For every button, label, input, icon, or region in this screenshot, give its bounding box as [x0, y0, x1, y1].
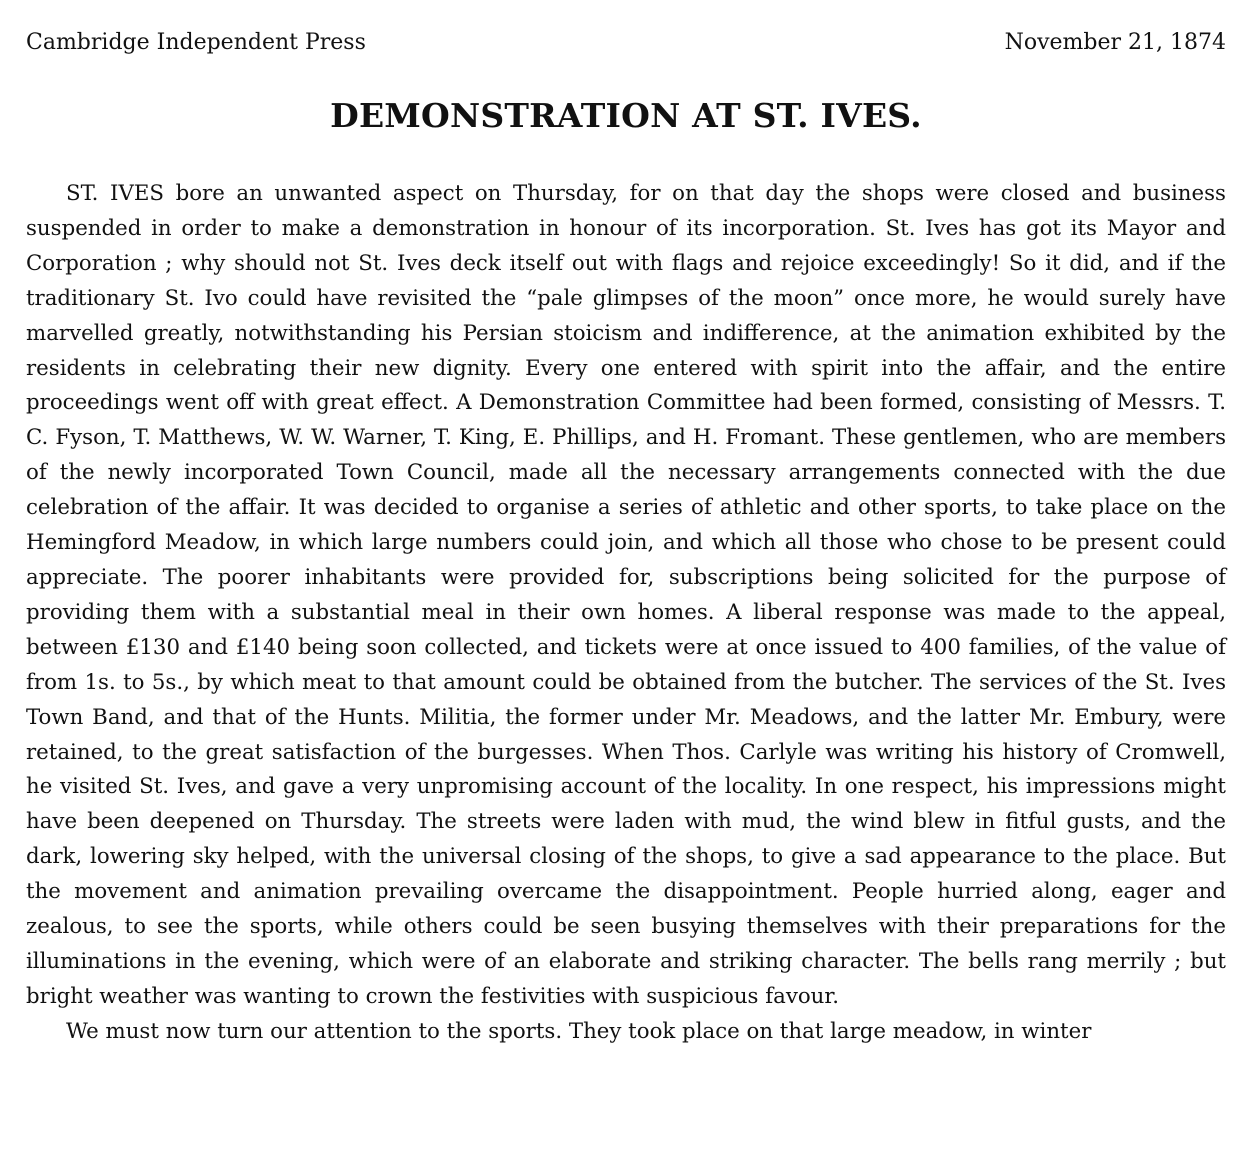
- article-body: [26, 177, 1226, 1050]
- article-headline: DEMONSTRATION AT ST. IVES.: [330, 96, 922, 135]
- publication-name: Cambridge Independent Press: [26, 30, 366, 55]
- masthead: [26, 28, 1226, 58]
- lead-in: ST. IVES: [66, 181, 164, 206]
- paragraph-1: [26, 177, 1226, 1015]
- publication-date: November 21, 1874: [1004, 30, 1226, 55]
- paragraph-1-text: bore an unwanted aspect on Thursday, for on that day the shops were closed and business suspended in order to make a demonstration in honour of its incorporation. St. Ives has got its Mayor and Corporation ; why should not St. Ives deck itself out with flags and rejoice exceedingly! So it did, and if the traditionary St. Ivo could have revisited the “pale glimpses of the moon” once more, he would surely have marvelled greatly, notwithstanding his Persian stoicism and indifference, at the animation exhibited by the residents in celebrating their new dignity. Every one entered with spirit into the affair, and the entire proceedings went off with great effect. A Demonstration Committee had been formed, consisting of Messrs. T. C. Fyson, T. Matthews, W. W. Warner, T. King, E. Phillips, and H. Fromant. These gentlemen, who are members of the newly incorporated Town Council, made all the necessary arrangements connected with the due celebration of the affair. It was decided to organise a series of athletic and other sports, to take place on the Hemingford Meadow, in which large numbers could join, and which all those who chose to be present could appreciate. The poorer inhabitants were provided for, subscriptions being solicited for the purpose of providing them with a substantial meal in their own homes. A liberal response was made to the appeal, between £130 and £140 being soon collected, and tickets were at once issued to 400 families, of the value of from 1s. to 5s., by which meat to that amount could be obtained from the butcher. The services of the St. Ives Town Band, and that of the Hunts. Militia, the former under Mr. Meadows, and the latter Mr. Embury, were retained, to the great satisfaction of the burgesses. When Thos. Carlyle was writing his history of Cromwell, he visited St. Ives, and gave a very unpromising account of the locality. In one respect, his impressions might have been deepened on Thursday. The streets were laden with mud, the wind blew in fitful gusts, and the dark, lowering sky helped, with the universal closing of the shops, to give a sad appearance to the place. But the movement and animation prevailing overcame the disappointment. People hurried along, eager and zealous, to see the sports, while others could be seen busying themselves with their preparations for the illuminations in the evening, which were of an elaborate and striking character. The bells rang merrily ; but bright weather was wanting to crown the festivities with suspicious favour.: [26, 181, 1226, 1009]
- paragraph-2: We must now turn our attention to the sports. They took place on that large meadow, in winter: [66, 1018, 1092, 1044]
